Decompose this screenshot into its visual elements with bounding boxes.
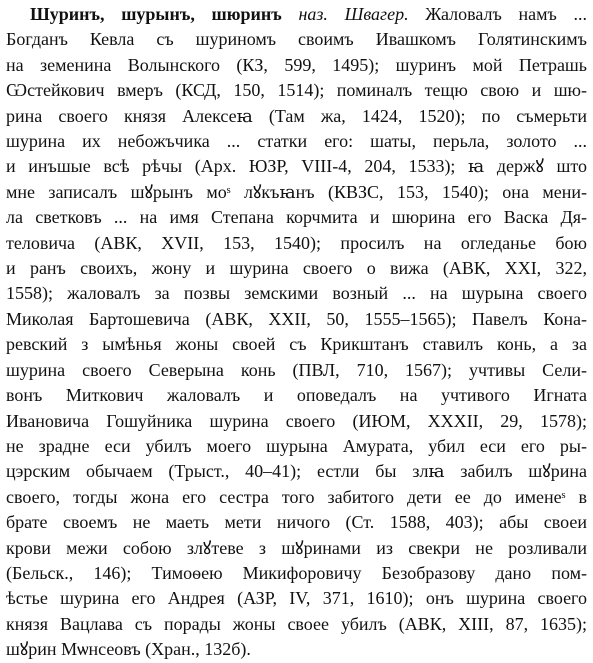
entry-line: Ивановича Гошуйника шурина своего (ИЮМ, XXXII, 29, 1578); — [6, 410, 587, 431]
entry-line: Богданъ Кевла съ шуриномъ своимъ Ивашкомъ Голятинскимъ — [6, 29, 587, 50]
entry-line: шꙋрин Мѡнсеовъ (Хран., 132б). — [6, 639, 251, 660]
entry-line: на земенина Волынского (КЗ, 599, 1495); шуринъ мой Петрашь — [6, 54, 587, 75]
entry-line: шурина их небожъчика ... статки его: шаты, перьла, золото ... — [6, 131, 587, 152]
entry-line: теловича (АВК, XVII, 153, 1540); просилъ на огледанье бою — [6, 232, 587, 253]
entry-line: шурина своего Северына конь (ПВЛ, 710, 1567); учтивы Сели- — [6, 359, 587, 380]
entry-line: Миколая Бартошевича (АВК, XXII, 50, 1555–1565); Павелъ Кона- — [6, 308, 587, 329]
entry-line: (Бельск., 146); Тимоѳею Микифоровичу Безобразову дано пом- — [6, 562, 587, 583]
headword: Шуринъ, шурынъ, шюринъ — [30, 4, 282, 24]
entry-line: князя Вацлава съ порады жоны своее убилъ (АВК, XIII, 87, 1635); — [6, 613, 587, 634]
entry-line: 1558); жаловалъ за позвы земскими возный ... на шурына своего — [6, 283, 587, 304]
entry-line: и инъшые всѣ рѣчы (Арх. ЮЗР, VIII-4, 204, 1533); ꙗ держꙋ што — [6, 156, 587, 177]
entry-line: брате своемъ не маеть мети ничого (Ст. 1588, 403); абы своеи — [6, 512, 587, 533]
entry-line: ѣстье шурина его Андрея (АЗР, IV, 371, 1610); онъ шурина своего — [6, 588, 587, 609]
entry-line: крови межи собою злꙋтеве з шꙋринами из свекри не розливали — [6, 537, 587, 558]
entry-line: ревский з ымѣнья жоны своей съ Крикштанъ ставилъ конь, а за — [6, 334, 587, 355]
entry-line: ла светковъ ... на имя Степана корчмита и шюрина его Васка Дя- — [6, 207, 587, 228]
entry-line: цэрским обычаем (Трыст., 40–41); естли бы злꙗ забилъ шꙋрина — [6, 461, 587, 482]
entry-first-line — [6, 2, 587, 27]
entry-line: и ранъ своихъ, жону и шурина своего о вижа (АВК, XXI, 322, — [6, 258, 587, 279]
cross-reference: Швагер. — [344, 4, 409, 24]
part-of-speech: наз. — [298, 4, 328, 24]
entry-line: рина своего князя Алексеꙗ (Там жа, 1424, 1520); по съмерьти — [6, 105, 587, 126]
entry-line: мне записалъ шꙋрынъ моˢ лꙋкъꙗнъ (КВЗС, 153, 1540); она мени- — [6, 181, 587, 202]
entry-text: Жаловалъ намъ ... — [425, 4, 587, 24]
entry-line: своего, тогды жона его сестра того забитого дети ее до именеˢ в — [6, 486, 587, 507]
entry-line: не зрадне еси убилъ моего шурына Амурата, убил еси его ры- — [6, 435, 587, 456]
entry-line: вонъ Миткович жаловалъ и оповедалъ на учтивого Игната — [6, 385, 587, 406]
entry-line: Ѡстейкович вмеръ (КСД, 150, 1514); поминалъ тещю свою и шю- — [6, 80, 587, 101]
